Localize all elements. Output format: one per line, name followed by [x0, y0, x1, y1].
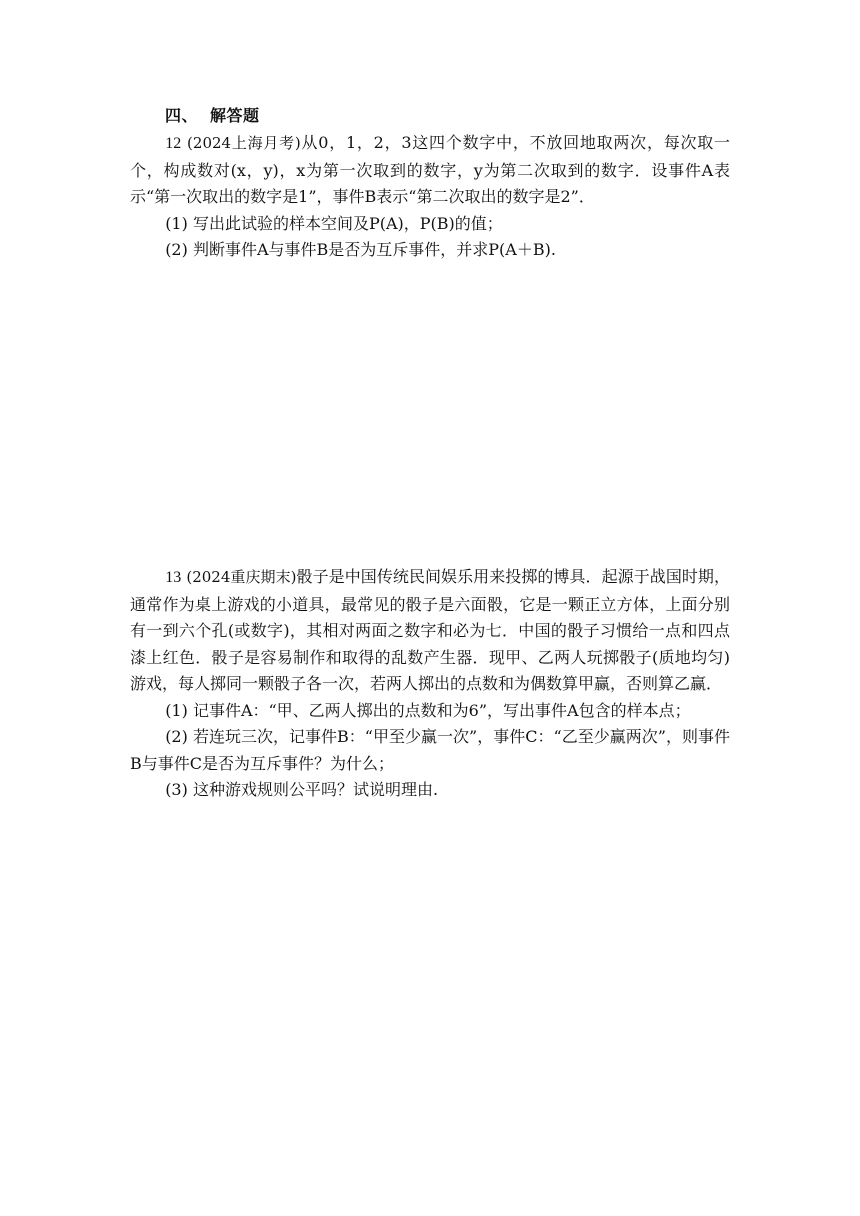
section-number: 四、	[165, 106, 199, 125]
section-title: 解答题	[210, 106, 260, 125]
problem-part-2: (2) 判断事件A与事件B是否为互斥事件，并求P(A＋B).	[165, 240, 556, 259]
problem-source: (2024上海月考)	[187, 134, 301, 152]
problem-source: (2024重庆期末)	[186, 568, 297, 586]
problem-number: 12	[165, 135, 182, 152]
section-heading	[165, 104, 260, 128]
problem-stem-text: 从0，1，2，3这四个数字中，不放回地取两次，每次取一个，构成数对(x，y)，x为第一次取到的数字，y为第二次取到的数字．设事件A表示“第一次取出的数字是1”，事件B表示“第二次取出的数字是2”．	[130, 133, 730, 206]
problem-part-1: (1) 写出此试验的样本空间及P(A)，P(B)的值；	[165, 213, 503, 233]
problem-stem-text: 骰子是中国传统民间娱乐用来投掷的博具．起源于战国时期，通常作为桌上游戏的小道具，最常见的骰子是六面骰，它是一颗正立方体，上面分别有一到六个孔(或数字)，其相对两面之数字和必为七．中国的骰子习惯给一点和四点漆上红色．骰子是容易制作和取得的乱数产生器．现甲、乙两人玩掷骰子(质地均匀)游戏，每人掷同一颗骰子各一次，若两人掷出的点数和为偶数算甲赢，否则算乙赢．	[130, 567, 730, 693]
problem-part-1: (1) 记事件A：“甲、乙两人掷出的点数和为6”，写出事件A包含的样本点；	[165, 700, 691, 720]
problem-12	[130, 130, 730, 264]
problem-13	[130, 564, 730, 804]
problem-stem	[130, 564, 730, 698]
problem-part-2: (2) 若连玩三次，记事件B：“甲至少赢一次”，事件C：“乙至少赢两次”，则事件B与事件C是否为互斥事件？为什么；	[130, 727, 730, 773]
problem-number: 13	[165, 569, 182, 586]
problem-stem	[130, 130, 730, 211]
problem-part-3: (3) 这种游戏规则公平吗？试说明理由.	[165, 780, 439, 799]
